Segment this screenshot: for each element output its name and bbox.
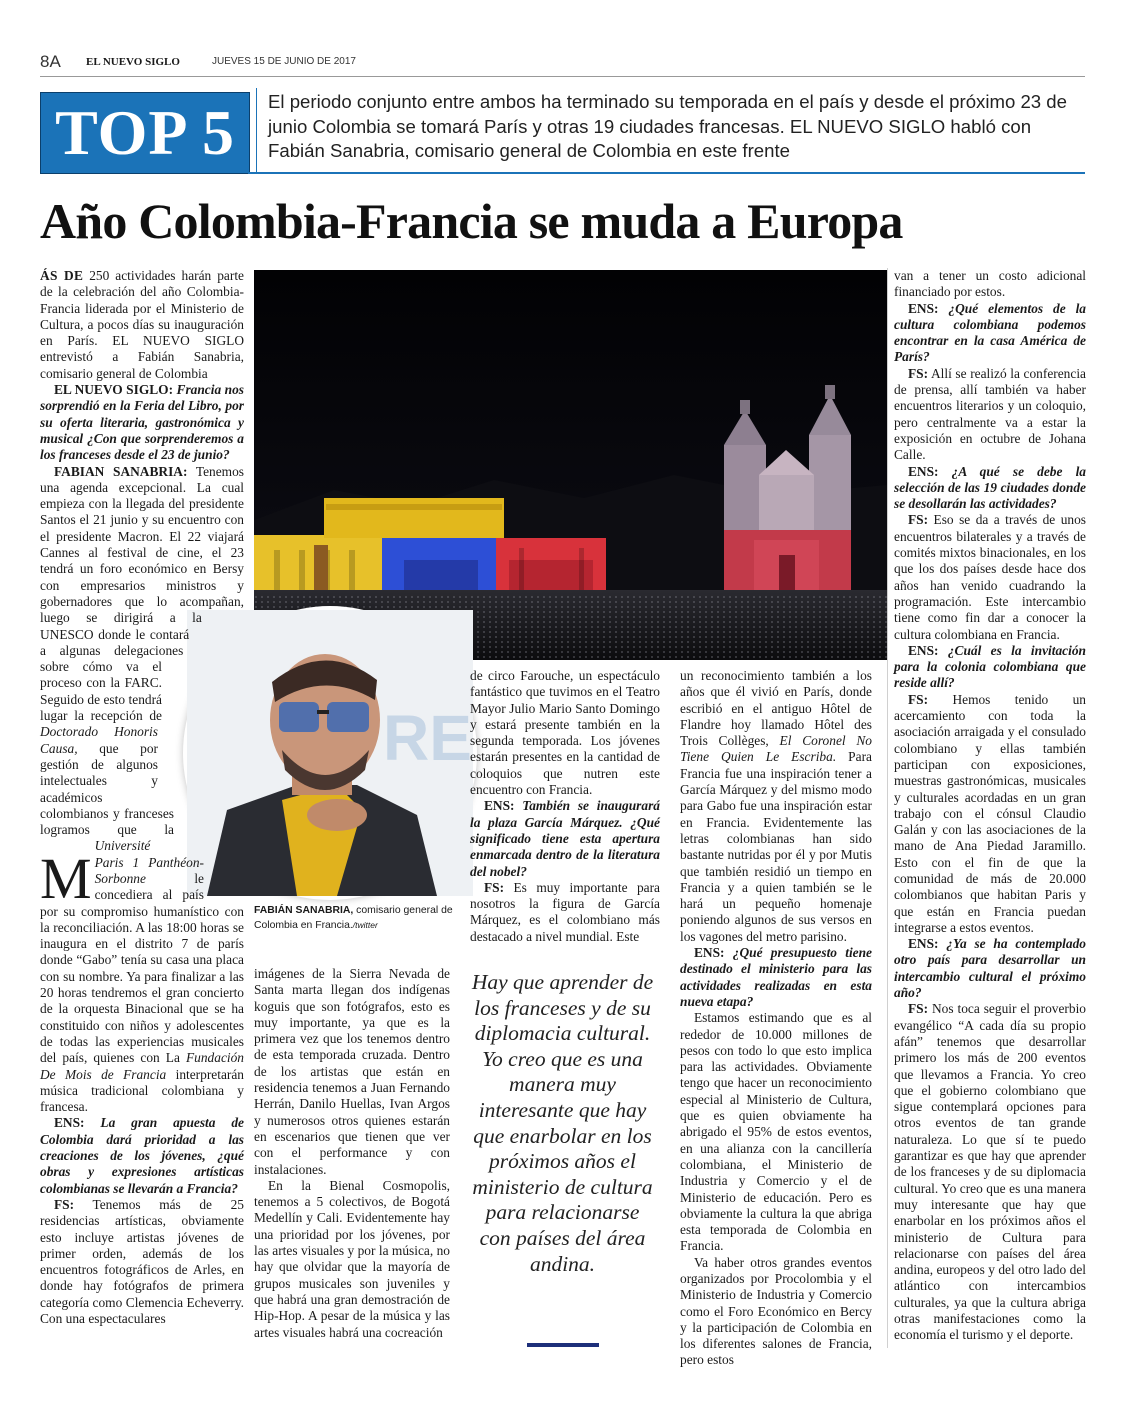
col4-p2: Estamos estimando que es al rededor de 10.000 millones de pesos con todo lo que esto implica para las actividades. Obviamente tengo que hacer un reconocimiento especial al Ministerio de Cultura, que es quien obviamente ha abrigado el 95% de estos eventos, en una alianza con la cancillería colombiana, el Ministerio de Industria y Comercio y el de Ministerio de educación. Pero es obviamente la cultura la que abriga esta temporada de Colombia en Francia. <box>680 1010 872 1254</box>
intro-text: El periodo conjunto entre ambos ha terminado su temporada en el país y desde el próximo 23 de junio Colombia se tomará París y otras 19 ciudades francesas. EL NUEVO SIGLO habló con Fabián Sanabria, comisario general de Colombia en este frente <box>268 91 1067 161</box>
col5-a2: Eso se da a través de unos encuentros bilaterales y a través de comités mixtos binacionales, en los que los dos países desde hace dos años han venido cuadrando la programación. Este intercambio tiene como fin dar a conocer la cultura colombiana en Francia. <box>894 512 1086 642</box>
article-col2 <box>254 966 450 1346</box>
col5-q2: ¿A qué se debe la selección de las 19 ciudades donde se desollarán las actividades? <box>894 463 1086 512</box>
badge-vrule <box>256 88 257 172</box>
col5-p1: van a tener un costo adicional financiado por estos. <box>894 268 1086 300</box>
q2: La gran apuesta de Colombia dará prioridad a las creaciones de los jóvenes, ¿qué obras y expresiones artísticas colombianas se llevarán a Francia? <box>40 1115 244 1196</box>
photo-caption <box>254 904 454 933</box>
a1-italic2: Université Paris 1 Panthéon-Sorbonne <box>94 838 204 886</box>
col5-a3: Hemos tenido un acercamiento con toda la asociación arraigada y el consulado colombiano y ellas también participan con exposiciones, muestras gastronómicas, musicales y culturales acordadas en un gran trabajo con el cónsul Claudio Galán y con las asociaciones de la mano de Ana Piedad Jaramillo. Esto con el fin de que la comunidad de más de 20.000 colombianos que habitan Paris y que están en Francia puedan integrarse a estos eventos. <box>894 691 1086 935</box>
newspaper-name: EL NUEVO SIGLO <box>86 56 180 68</box>
pull-quote-rule <box>527 1343 599 1347</box>
col5-a4-label: FS: <box>908 1001 929 1017</box>
a1d: interpretarán música tradicional colombiana y francesa. <box>40 1066 245 1115</box>
col5-q4-label: ENS: <box>908 936 939 952</box>
caption-credit: /twitter <box>352 920 378 930</box>
col5-q4: ¿Ya se ha contemplado otro país para desarrollar un intercambio cultural el próximo año? <box>894 936 1086 1001</box>
col5-a1-label: FS: <box>908 365 929 381</box>
article-col5 <box>894 268 1086 1348</box>
plaza-bolivar-photo <box>254 270 887 660</box>
q1: Francia nos sorprendió en la Feria del Libro, por su oferta literaria, gastronómica y musical ¿Con que sorprenderemos a los franceses desde el 23 de junio? <box>40 382 244 463</box>
col1-p1: 250 actividades harán parte de la celebración del año Colombia-Francia liderada por el Ministerio de Cultura, a pocos días su inauguración en París. EL NUEVO SIGLO entrevistó a Fabián Sanabria, comisario general de Colombia <box>40 268 244 381</box>
col4-q-label: ENS: <box>694 945 725 961</box>
col3-a-label: FS: <box>484 879 505 895</box>
col5-q1: ¿Qué elementos de la cultura colombiana podemos encontrar en la casa América de París? <box>894 300 1086 365</box>
col5-q1-label: ENS: <box>908 300 939 316</box>
col4-p1-italic: El Coronel No Tiene Quien Le Escriba. <box>680 733 872 765</box>
col3-a: Es muy importante para nosotros la figura de García Márquez, es el colombiano más destacado a nivel mundial. Este <box>470 879 660 944</box>
article-col1 <box>40 268 244 1324</box>
col5-a2-label: FS: <box>908 512 929 528</box>
page-header <box>40 52 1085 77</box>
col4-p1a: un reconocimiento también a los años que él vivió en París, donde escribió en el antiguo Hôtel de Flandre hoy llamado Hôtel des Trois Collèges, <box>680 668 872 749</box>
col5-q3-label: ENS: <box>908 642 939 658</box>
col3-q: También se inaugurará la plaza García Márquez. ¿Qué significado tiene esta apertura enmarcada dentro de la literatura del nobel? <box>470 798 660 879</box>
q2-label: ENS: <box>54 1115 85 1131</box>
top5-badge-text: TOP 5 <box>55 97 235 168</box>
page-number: 8A <box>40 52 61 71</box>
col5-a4: Nos toca seguir el proverbio evangélico “A cada día su propio afán” tenemos que desarrollar primero los más de 200 eventos que llevamos a Francia. Yo creo que el gobierno colombiano que sigue contemplará opciones para otros eventos de tan grande naturaleza. Lo que sí te puedo garantizar es que hay que aprender de los franceses y de su diplomacia cultural. Yo creo que es una manera muy interesante que hay que enarbolar en los próximos años el ministerio de Cultura para relacionarse con países del área andina, europeos y del otro lado del atlántico con intercambios culturales, ya que la cultura abriga otras manifestaciones como la economía el turismo y el deporte. <box>894 1001 1086 1343</box>
a1c: le concediera al país por su compromiso humanístico con la reconciliación. A las 18:00 horas se inaugura en el distrito 7 de parís donde “Gabo” tenía su casa una placa con su nombre. Ya para finalizar a las 20 horas tendremos el gran concierto de la orquesta Binacional que se ha constituido con niños y adolescentes de todas las experiencias musicales del país, quienes con La <box>40 870 244 1066</box>
caption-name: FABIÁN SANABRIA, <box>254 905 354 916</box>
col4-p1b: Para Francia fue una inspiración tener a García Márquez y del mismo modo para Gabo fue una inspiración estar en Francia. Evidentemente las letras colombianas han sido bastante nutridas por él y por Mutis que también residió un tiempo en Francia y a quien también se le hará un pequeño homenaje poniendo algunos de sus versos en los vagones del metro parisino. <box>680 749 872 944</box>
a1-italic: Doctorado Honoris Causa, <box>40 724 158 756</box>
a1b: que por gestión de algunos intelectuales y académicos colombianos y franceses logramos que la <box>40 740 174 838</box>
svg-text:RE: RE <box>383 702 472 774</box>
col3-p1: de circo Farouche, un espectáculo fantástico que tuvimos en el Teatro Mayor Julio Mario Santo Domingo y estará presente también en la segunda temporada. Los jóvenes estarán presentes en la cantidad de coloquios que nutren este encuentro con Francia. <box>470 668 660 798</box>
dropcap: M <box>40 846 92 911</box>
col2-p1: imágenes de la Sierra Nevada de Santa marta llegan dos indígenas koguis que son fotógrafos, esto es muy importante, ya que es la primera vez que los tenemos dentro de esta temporada cruzada. Dentro de los artistas que están en residencia tenemos a Juan Fernando Herrán, Danilo Huellas, Ivan Argos y numerosos otros quienes estarán en escenarios que tienen que ver con el performance y con instalaciones. <box>254 966 450 1177</box>
col5-q3: ¿Cuál es la invitación para la colonia colombiana que reside allí? <box>894 642 1086 691</box>
lead-bold: ÁS DE <box>40 268 84 283</box>
article-col3 <box>470 668 660 958</box>
a1-label: FABIAN SANABRIA: <box>54 463 188 479</box>
top5-badge <box>40 92 250 174</box>
pull-quote: Hay que aprender de los franceses y de su diplomacia cultural. Yo creo que es una manera muy interesante que hay que enarbolar en los próximos años el ministerio de cultura para relacionarse con países del área andina. <box>471 970 654 1276</box>
a1a: Tenemos una agenda excepcional. La cual empieza con la llegada del presidente Santos el 21 junio y su encuentro con el presidente Macron. El 22 viajará Cannes al festival de cine, el 23 tendrá un foro económico en Bersy con empresarios ministros y gobernadores que lo acompañan, luego se dirigirá a la UNESCO donde le contará a algunas delegaciones sobre cómo va el proceso con la FARC. Seguido de esto tendrá lugar la recepción de <box>40 463 244 724</box>
intro-rule <box>248 172 1085 174</box>
col4-p3: Va haber otros grandes eventos organizados por Procolombia y el Ministerio de Industria y Comercio como el Foro Económico en Bercy y la participación de Colombia en los diferentes salones de Francia, pero estos <box>680 1254 872 1368</box>
col2-p2: En la Bienal Cosmopolis, tenemos a 5 colectivos, de Bogotá Medellín y Cali. Evidentemente hay una prioridad por los jóvenes, por las artes visuales y por la música, no hay que olvidar que la mayoría de grupos musicales son juveniles y que habrá una gran demostración de Hip-Hop. A pesar de la música y las artes visuales habrá una cocreación <box>254 1177 450 1340</box>
col5-a1: Allí se realizó la conferencia de prensa, allí también va haber encuentros literarios y un coloquio, pero centralmente va a estar la exposición en octubre de Johana Calle. <box>894 365 1086 463</box>
a2-label: FS: <box>54 1196 75 1212</box>
col4-q: ¿Qué presupuesto tiene destinado el ministerio para las actividades realizadas en esta nueva etapa? <box>680 945 872 1009</box>
header-date: JUEVES 15 DE JUNIO DE 2017 <box>212 56 356 67</box>
a2: Tenemos más de 25 residencias artísticas, obviamente esto incluye artistas jóvenes de primer orden, además de los encuentros fotográficos de Arles, en donde hay fotógrafos de primera categoría como Clemencia Echeverry. Con una espectaculares <box>40 1196 244 1326</box>
article-col4 <box>680 668 872 1368</box>
col3-q-label: ENS: <box>484 798 515 814</box>
column-rule <box>887 268 888 1348</box>
a1-italic3: Fundación De Mois de Francia <box>40 1050 244 1082</box>
col5-a3-label: FS: <box>908 691 929 707</box>
col5-q2-label: ENS: <box>908 463 939 479</box>
q1-label: EL NUEVO SIGLO: <box>54 382 174 398</box>
headline: Año Colombia-Francia se muda a Europa <box>40 193 903 249</box>
caption-text: comisario general de Colombia en Francia. <box>254 905 453 931</box>
